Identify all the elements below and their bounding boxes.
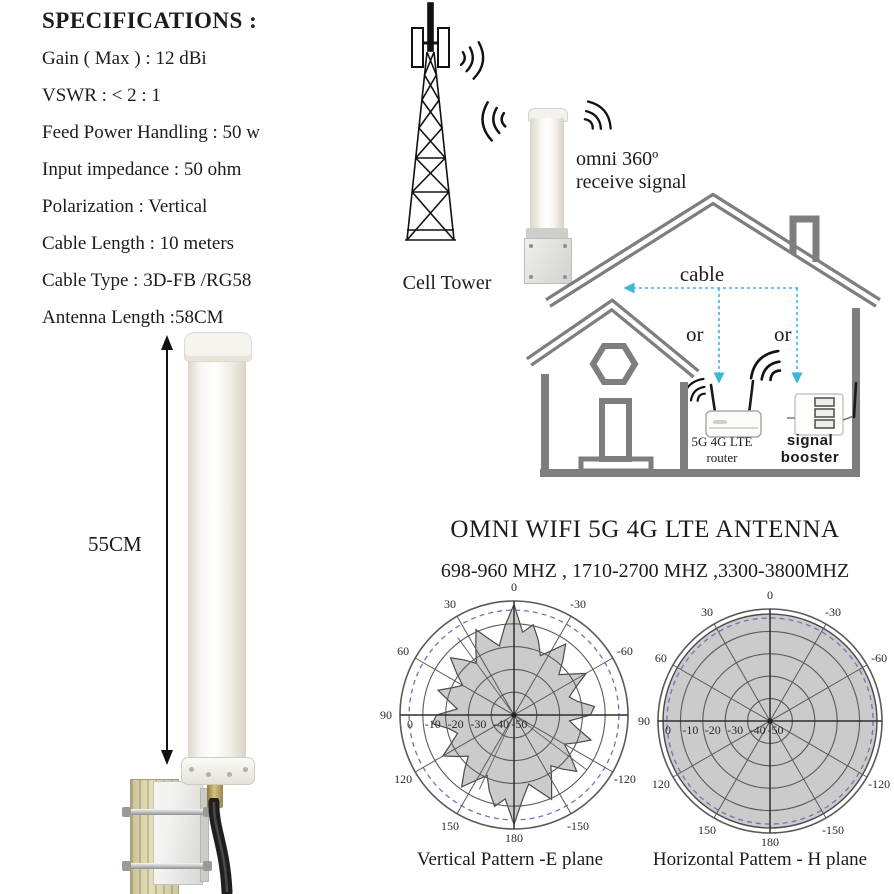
or-label-left: or	[686, 322, 704, 346]
signal-waves-icon	[449, 33, 497, 86]
svg-text:150: 150	[698, 823, 716, 838]
omni-note-line1: omni 360º	[576, 148, 659, 170]
svg-text:-10: -10	[682, 723, 699, 737]
svg-text:-120: -120	[868, 777, 891, 791]
svg-text:-120: -120	[613, 772, 636, 786]
signal-waves-icon	[469, 94, 518, 148]
h-plane-caption: Horizontal Pattem - H plane	[652, 849, 868, 870]
svg-text:180: 180	[761, 835, 779, 849]
spec-item-cable-length: Cable Length : 10 meters	[42, 233, 235, 254]
antenna-radome-cylinder	[188, 338, 246, 760]
h-plane-polar-chart	[634, 585, 894, 857]
product-title: OMNI WIFI 5G 4G LTE ANTENNA	[450, 516, 840, 543]
svg-text:30: 30	[444, 597, 456, 612]
or-label-right: or	[774, 322, 792, 346]
svg-text:-30: -30	[825, 604, 841, 619]
svg-text:120: 120	[394, 772, 413, 786]
antenna-length-dimension: 55CM	[88, 532, 142, 556]
svg-text:120: 120	[651, 777, 670, 791]
router-label: 5G 4G LTE router	[691, 434, 753, 465]
svg-text:-50: -50	[511, 717, 528, 731]
router-illustration	[706, 381, 761, 437]
spec-item-impedance: Input impedance : 50 ohm	[42, 159, 242, 180]
svg-text:0: 0	[511, 580, 517, 594]
svg-text:60: 60	[654, 651, 667, 665]
cell-tower-label: Cell Tower	[402, 272, 492, 294]
specifications-block	[42, 8, 382, 344]
mount-bracket	[153, 781, 203, 885]
svg-text:-40: -40	[493, 717, 510, 731]
spec-item-cable-type: Cable Type : 3D-FB /RG58	[42, 270, 252, 291]
svg-text:-150: -150	[822, 823, 844, 838]
e-plane-caption: Vertical Pattern -E plane	[416, 849, 604, 870]
svg-text:-30: -30	[470, 717, 487, 731]
specifications-title: SPECIFICATIONS :	[42, 8, 258, 33]
svg-text:60: 60	[397, 644, 410, 658]
frequency-ranges: 698-960 MHZ , 1710-2700 MHZ ,3300-3800MHZ	[440, 560, 850, 582]
e-plane-polar-chart	[378, 579, 650, 851]
coax-cable	[198, 798, 258, 894]
omni-note-line2: receive signal	[576, 171, 687, 193]
spec-item-polarization: Polarization : Vertical	[42, 196, 208, 217]
svg-text:30: 30	[701, 604, 713, 619]
svg-text:180: 180	[505, 831, 523, 845]
svg-text:-30: -30	[727, 723, 744, 737]
svg-text:-150: -150	[567, 818, 589, 833]
svg-text:90: 90	[638, 714, 650, 728]
spec-item-vswr: VSWR : < 2 : 1	[42, 85, 161, 106]
spec-item-power: Feed Power Handling : 50 w	[42, 122, 260, 143]
antenna-base-disc	[181, 757, 255, 785]
svg-text:-10: -10	[424, 717, 441, 731]
dimension-arrow	[152, 334, 182, 766]
svg-text:-50: -50	[767, 723, 784, 737]
svg-text:0: 0	[665, 723, 671, 737]
svg-text:-30: -30	[570, 597, 586, 612]
cable-label: cable	[679, 262, 725, 286]
svg-text:-20: -20	[447, 717, 464, 731]
svg-text:90: 90	[380, 708, 392, 722]
svg-text:0: 0	[407, 717, 413, 731]
svg-text:-20: -20	[704, 723, 721, 737]
booster-label: signal booster	[780, 432, 840, 466]
omni-receive-note	[576, 148, 736, 194]
spec-item-gain: Gain ( Max ) : 12 dBi	[42, 48, 207, 69]
svg-text:-60: -60	[616, 644, 633, 658]
svg-text:0: 0	[767, 588, 773, 602]
spec-item-antenna-length: Antenna Length :58CM	[42, 307, 224, 328]
svg-text:-40: -40	[749, 723, 766, 737]
svg-text:-60: -60	[871, 651, 888, 665]
signal-waves-icon	[567, 87, 627, 148]
svg-text:150: 150	[441, 818, 459, 833]
signal-booster-illustration	[787, 383, 856, 435]
antenna-top-cap	[184, 332, 252, 362]
